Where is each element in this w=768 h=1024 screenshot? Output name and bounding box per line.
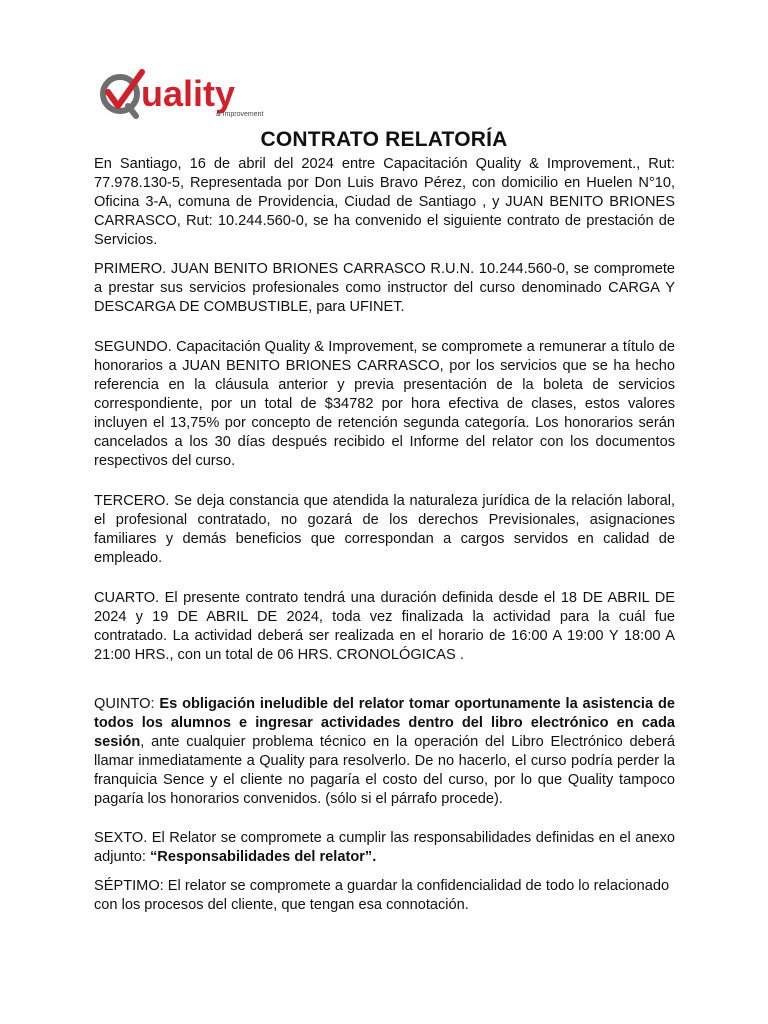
paragraph-cuarto: CUARTO. El presente contrato tendrá una duración definida desde el 18 DE ABRIL DE 2024 y 19 DE ABRIL DE 2024, toda vez finalizada la actividad para la cuál fue contratado. La actividad deberá ser realizada en el horario de 16:00 A 19:00 Y 18:00 A 21:00 HRS., con un total de 06 HRS. CRONOLÓGICAS . [94, 590, 675, 663]
sexto-bold-text: “Responsabilidades del relator”. [150, 849, 377, 865]
logo-wordmark: uality [141, 73, 236, 114]
document-title: CONTRATO RELATORÍA [260, 128, 508, 151]
quinto-label: QUINTO: [94, 696, 160, 712]
paragraph-tercero: TERCERO. Se deja constancia que atendida la naturaleza jurídica de la relación laboral, el profesional contratado, no gozará de los derechos Previsionales, asignaciones familiares y demás beneficios que correspondan a cargos servidos en calidad de empleado. [94, 493, 675, 566]
paragraph-quinto [94, 695, 675, 809]
paragraph-primero: PRIMERO. JUAN BENITO BRIONES CARRASCO R.U.N. 10.244.560-0, se compromete a prestar sus servicios profesionales como instructor del curso denominado CARGA Y DESCARGA DE COMBUSTIBLE, para UFINET. [94, 261, 675, 315]
quinto-rest: , ante cualquier problema técnico en la operación del Libro Electrónico deberá llamar inmediatamente a Quality para resolverlo. De no hacerlo, el curso podría perder la franquicia Sence y el cliente no pagaría el costo del curso, por lo que Quality tampoco pagaría los honorarios convenidos. (sólo si el párrafo procede). [94, 734, 675, 807]
paragraph-sexto [94, 829, 675, 867]
paragraph-segundo: SEGUNDO. Capacitación Quality & Improvement, se compromete a remunerar a título de honorarios a JUAN BENITO BRIONES CARRASCO, por los servicios que se ha hecho referencia en la cláusula anterior y previa presentación de la boleta de servicios correspondiente, por un total de $34782 por hora efectiva de clases, estos valores incluyen el 13,75% por concepto de retención segunda categoría. Los honorarios serán cancelados a los 30 días después recibido el Informe del relator con los documentos respectivos del curso. [94, 339, 675, 469]
quality-logo [98, 66, 268, 122]
paragraph-septimo: SÉPTIMO: El relator se compromete a guardar la confidencialidad de todo lo relacionado con los procesos del cliente, que tengan esa connotación. [94, 878, 670, 913]
paragraph-intro: En Santiago, 16 de abril del 2024 entre Capacitación Quality & Improvement., Rut: 77.978.130-5, Representada por Don Luis Bravo Pérez, con domicilio en Huelen N°10, Oficina 3-A, comuna de Providencia, Ciudad de Santiago , y JUAN BENITO BRIONES CARRASCO, Rut: 10.244.560-0, se ha convenido el siguiente contrato de prestación de Servicios. [94, 156, 675, 248]
sexto-text: SEXTO. El Relator se compromete a cumplir las responsabilidades definidas en el anexo adjunto: [94, 830, 675, 865]
quinto-bold-text: Es obligación ineludible del relator tomar oportunamente la asistencia de todos los alumnos e ingresar actividades dentro del libro electrónico en cada sesión [94, 696, 675, 750]
logo-tagline: & Improvement [216, 111, 264, 118]
contract-body [94, 155, 675, 915]
